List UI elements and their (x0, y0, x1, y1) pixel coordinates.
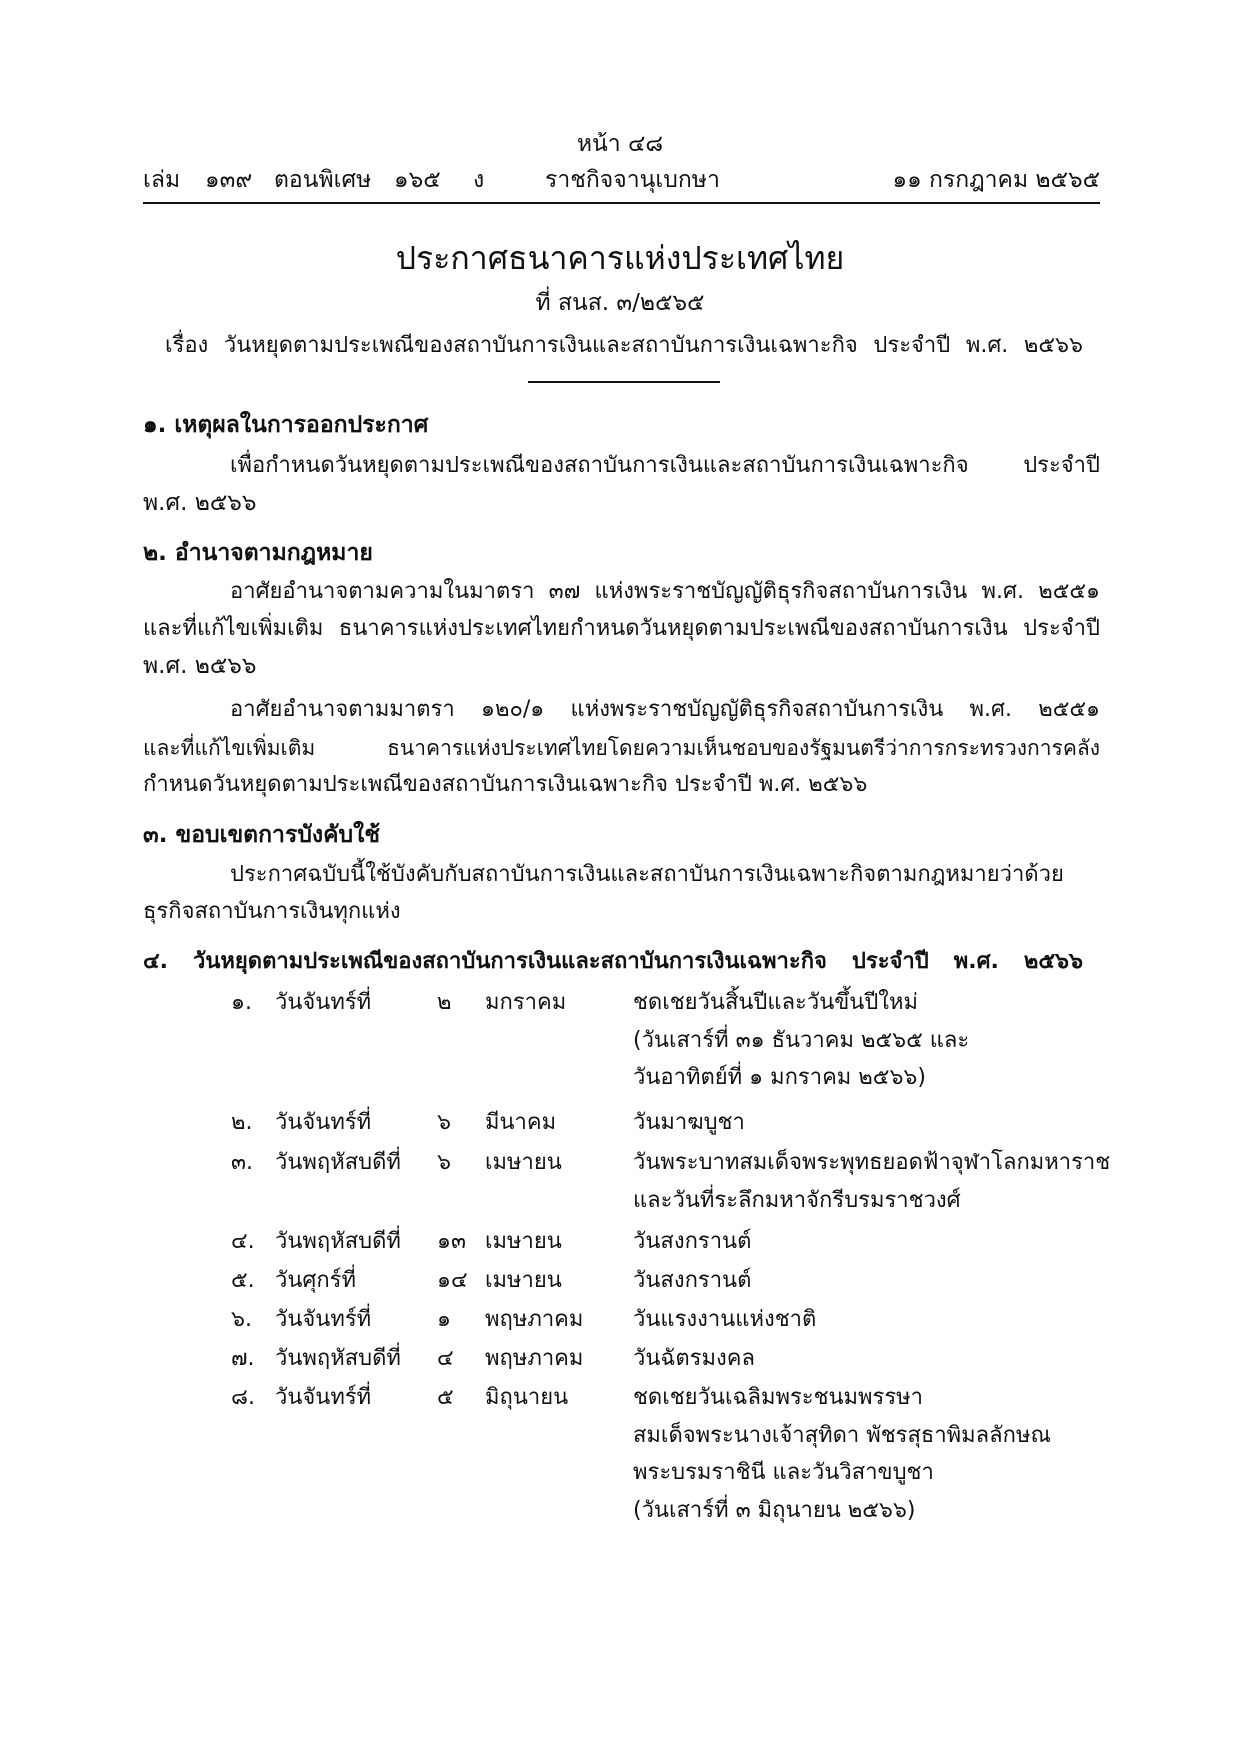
holiday-weekday: วันจันทร์ที่ (275, 1110, 372, 1135)
holiday-day: ๑ (437, 1307, 451, 1332)
holiday-description: ชดเชยวันเฉลิมพระชนมพรรษา (633, 1385, 924, 1410)
holiday-month: เมษายน (485, 1150, 562, 1175)
holiday-month: มิถุนายน (485, 1385, 569, 1410)
holiday-description: วันสงกรานต์ (633, 1268, 752, 1293)
holiday-number: ๓. (231, 1150, 254, 1175)
holiday-day: ๖ (437, 1150, 451, 1175)
section-3-line: ประกาศฉบับนี้ใช้บังคับกับสถาบันการเงินและสถาบันการเงินเฉพาะกิจตามกฎหมายว่าด้วย (230, 862, 1064, 887)
section-2-line: อาศัยอำนาจตามความในมาตรา ๓๗ แห่งพระราชบัญญัติธุรกิจสถาบันการเงิน พ.ศ. ๒๕๕๑ (230, 579, 1100, 604)
holiday-number: ๒. (231, 1110, 253, 1135)
section-1-line: พ.ศ. ๒๕๖๖ (143, 490, 257, 516)
title-rule (528, 381, 720, 383)
holiday-month: มีนาคม (485, 1110, 557, 1135)
holiday-weekday: วันจันทร์ที่ (275, 990, 372, 1015)
header-rule (143, 202, 1100, 204)
holiday-number: ๗. (231, 1346, 255, 1371)
issue-number: ๑๖๕ (394, 167, 441, 193)
holiday-weekday: วันจันทร์ที่ (275, 1385, 372, 1410)
section-2-line: และที่แก้ไขเพิ่มเติม ธนาคารแห่งประเทศไทยโดยความเห็นชอบของรัฐมนตรีว่าการกระทรวงการคลัง (143, 736, 1100, 760)
volume-number: ๑๓๙ (205, 167, 253, 193)
announcement-subject: เรื่อง วันหยุดตามประเพณีของสถาบันการเงินและสถาบันการเงินเฉพาะกิจ ประจำปี พ.ศ. ๒๕๖๖ (165, 333, 1083, 358)
section-2-heading: ๒. อำนาจตามกฎหมาย (143, 540, 373, 566)
holiday-weekday: วันศุกร์ที่ (275, 1268, 356, 1293)
holiday-description: (วันเสาร์ที่ ๓ มิถุนายน ๒๕๖๖) (633, 1497, 916, 1523)
announcement-number: ที่ สนส. ๓/๒๕๖๕ (535, 290, 705, 316)
holiday-month: พฤษภาคม (485, 1346, 584, 1371)
section-2-line: และที่แก้ไขเพิ่มเติม ธนาคารแห่งประเทศไทยกำหนดวันหยุดตามประเพณีของสถาบันการเงิน ประจำปี (143, 616, 1100, 641)
holiday-description: วันพระบาทสมเด็จพระพุทธยอดฟ้าจุฬาโลกมหาราช (633, 1150, 1111, 1175)
holiday-number: ๑. (231, 990, 252, 1015)
holiday-description: พระบรมราชินี และวันวิสาขบูชา (633, 1460, 934, 1485)
issue-date: ๑๑ กรกฎาคม ๒๕๖๕ (892, 167, 1100, 193)
holiday-description: วันแรงงานแห่งชาติ (633, 1307, 817, 1332)
holiday-number: ๔. (231, 1229, 255, 1254)
holiday-month: เมษายน (485, 1229, 562, 1254)
section-4-heading: ๔. วันหยุดตามประเพณีของสถาบันการเงินและสถาบันการเงินเฉพาะกิจ ประจำปี พ.ศ. ๒๕๖๖ (143, 949, 1083, 974)
holiday-number: ๖. (231, 1307, 252, 1332)
section-1-line: เพื่อกำหนดวันหยุดตามประเพณีของสถาบันการเงินและสถาบันการเงินเฉพาะกิจ ประจำปี (230, 453, 1100, 478)
page-number: หน้า ๔๘ (576, 131, 664, 157)
holiday-weekday: วันพฤหัสบดีที่ (275, 1150, 401, 1175)
section-2-line: พ.ศ. ๒๕๖๖ (143, 653, 257, 679)
announcement-title: ประกาศธนาคารแห่งประเทศไทย (395, 239, 845, 277)
section-2-line: กำหนดวันหยุดตามประเพณีของสถาบันการเงินเฉพาะกิจ ประจำปี พ.ศ. ๒๕๖๖ (143, 772, 868, 797)
holiday-description: สมเด็จพระนางเจ้าสุทิดา พัชรสุธาพิมลลักษณ (633, 1422, 1051, 1448)
holiday-description: วันมาฆบูชา (633, 1110, 745, 1135)
holiday-day: ๖ (437, 1110, 451, 1135)
section-3-line: ธุรกิจสถาบันการเงินทุกแห่ง (143, 899, 401, 924)
holiday-number: ๕. (231, 1268, 255, 1293)
section-2-line: อาศัยอำนาจตามมาตรา ๑๒๐/๑ แห่งพระราชบัญญัติธุรกิจสถาบันการเงิน พ.ศ. ๒๕๕๑ (230, 697, 1100, 722)
holiday-day: ๒ (437, 990, 452, 1015)
gazette-name: ราชกิจจานุเบกษา (545, 167, 720, 193)
holiday-weekday: วันพฤหัสบดีที่ (275, 1229, 401, 1254)
holiday-description: และวันที่ระลึกมหาจักรีบรมราชวงศ์ (633, 1187, 961, 1213)
holiday-description: วันอาทิตย์ที่ ๑ มกราคม ๒๕๖๖) (633, 1065, 926, 1090)
volume-label: เล่ม (143, 167, 181, 193)
holiday-month: มกราคม (485, 990, 567, 1015)
holiday-day: ๑๔ (437, 1268, 468, 1293)
holiday-description: วันสงกรานต์ (633, 1229, 752, 1254)
holiday-description: วันฉัตรมงคล (633, 1346, 755, 1371)
holiday-weekday: วันจันทร์ที่ (275, 1307, 372, 1332)
holiday-description: (วันเสาร์ที่ ๓๑ ธันวาคม ๒๕๖๕ และ (633, 1027, 970, 1053)
holiday-description: ชดเชยวันสิ้นปีและวันขึ้นปีใหม่ (633, 990, 919, 1015)
holiday-number: ๘. (231, 1385, 255, 1410)
holiday-month: พฤษภาคม (485, 1307, 584, 1332)
holiday-day: ๕ (437, 1385, 454, 1410)
holiday-day: ๑๓ (437, 1229, 467, 1254)
issue-label: ตอนพิเศษ (274, 167, 372, 193)
holiday-month: เมษายน (485, 1268, 562, 1293)
holiday-day: ๔ (437, 1346, 454, 1371)
holiday-weekday: วันพฤหัสบดีที่ (275, 1346, 401, 1371)
section-1-heading: ๑. เหตุผลในการออกประกาศ (143, 412, 429, 438)
section-letter: ง (473, 167, 485, 193)
section-3-heading: ๓. ขอบเขตการบังคับใช้ (143, 822, 380, 848)
